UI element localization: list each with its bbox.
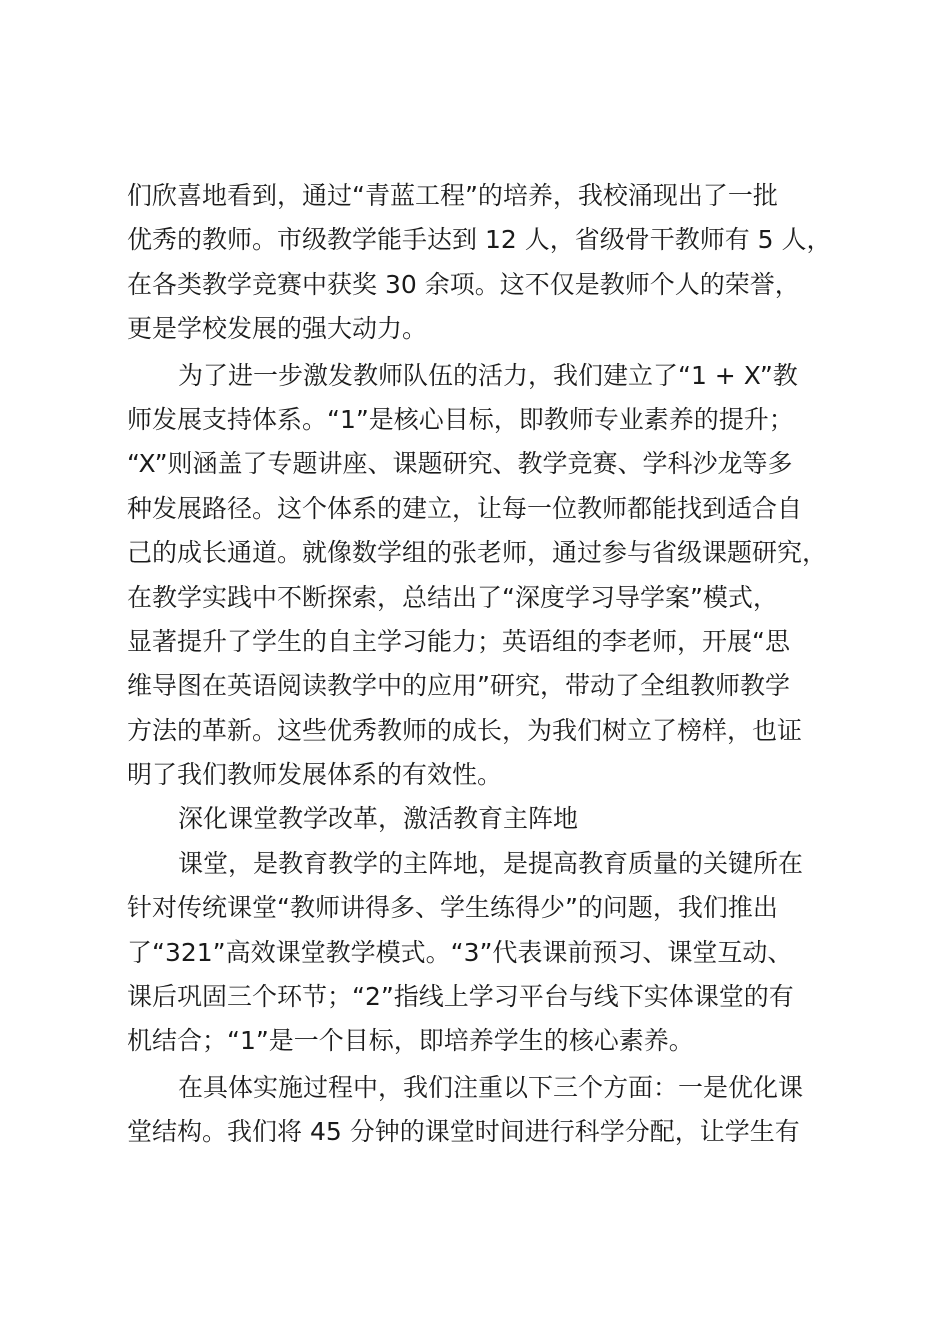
- text-line: “X”则涵盖了专题讲座、课题研究、教学竞赛、学科沙龙等多: [127, 449, 793, 479]
- text-line: 针对传统课堂“教师讲得多、学生练得少”的问题，我们推出: [127, 893, 778, 923]
- text-line: 们欣喜地看到，通过“青蓝工程”的培养，我校涌现出了一批: [127, 181, 778, 210]
- text-line: 优秀的教师。市级教学能手达到 12 人，省级骨干教师有 5 人，: [127, 225, 832, 255]
- text-line: 己的成长通道。就像数学组的张老师，通过参与省级课题研究，: [127, 538, 828, 568]
- paragraph-first-line: 课堂，是教育教学的主阵地，是提高教育质量的关键所在: [178, 848, 804, 878]
- text-line: 师发展支持体系。“1”是核心目标，即教师专业素养的提升；: [127, 404, 794, 434]
- text-line: 了“321”高效课堂教学模式。“3”代表课前预习、课堂互动、: [127, 937, 793, 967]
- text-line: 在教学实践中不断探索，总结出了“深度学习导学案”模式，: [127, 582, 778, 612]
- text-line: 机结合；“1”是一个目标，即培养学生的核心素养。: [127, 1026, 694, 1056]
- paragraph-first-line: 在具体实施过程中，我们注重以下三个方面：一是优化课: [178, 1072, 804, 1102]
- text-line: 显著提升了学生的自主学习能力；英语组的李老师，开展“思: [127, 626, 790, 656]
- text-line: 明了我们教师发展体系的有效性。: [127, 760, 503, 790]
- text-line: 堂结构。我们将 45 分钟的课堂时间进行科学分配，让学生有: [127, 1117, 800, 1147]
- text-line: 在各类教学竞赛中获奖 30 余项。这不仅是教师个人的荣誉，: [127, 269, 800, 299]
- text-line: 更是学校发展的强大动力。: [127, 314, 428, 344]
- text-line: 方法的革新。这些优秀教师的成长，为我们树立了榜样，也证: [127, 715, 803, 745]
- section-heading: 深化课堂教学改革，激活教育主阵地: [178, 804, 579, 834]
- text-line: 种发展路径。这个体系的建立，让每一位教师都能找到适合自: [127, 493, 803, 523]
- text-line: 维导图在英语阅读教学中的应用”研究，带动了全组教师教学: [127, 671, 790, 701]
- body-text: [127, 174, 833, 1155]
- text-line: 课后巩固三个环节；“2”指线上学习平台与线下实体课堂的有: [127, 982, 794, 1012]
- paragraph-first-line: 为了进一步激发教师队伍的活力，我们建立了“1 + X”教: [178, 360, 798, 390]
